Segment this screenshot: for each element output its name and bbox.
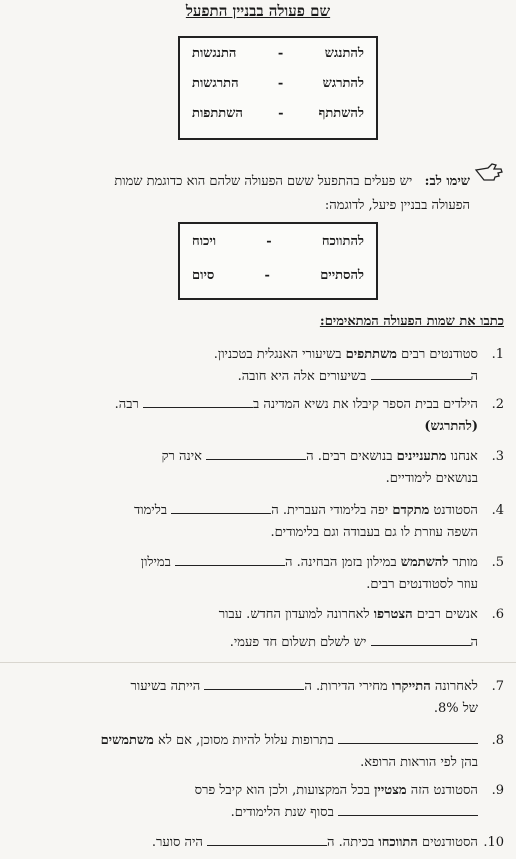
- page-title: שם פעולה בבניין התפעל: [185, 2, 331, 20]
- question-7: 7. לאחרונה התייקרו מחירי הדירות. ה הייתה בשיעור של 8%.: [130, 679, 504, 716]
- example-row: להשתתף - השתתפות: [192, 105, 364, 121]
- answer-blank[interactable]: [206, 447, 306, 460]
- paper-fold: [0, 662, 516, 663]
- question-8: 8. בתרופות עלול להיות מסוכן, אם לא משתמשים בהן לפי הוראות הרופא.: [100, 733, 504, 770]
- answer-blank[interactable]: [204, 677, 304, 690]
- noun: סיום: [192, 268, 215, 283]
- example-row: להתווכח - ויכוח: [192, 233, 364, 249]
- answer-blank[interactable]: [143, 395, 253, 408]
- noun: התנגשות: [192, 46, 237, 61]
- verb: להתווכח: [321, 234, 364, 249]
- note-line-1: שימו לב: יש פעלים בהתפעל ששם הפעולה שלהם הוא כדוגמת שמות: [114, 174, 470, 189]
- question-10: 10. הסטודנטים התווכחו בכיתה. ה היה סוער.: [151, 835, 504, 850]
- verb: להתרגש: [322, 76, 364, 91]
- verb: להסתיים: [320, 268, 364, 283]
- answer-blank[interactable]: [175, 553, 285, 566]
- example-row: להתנגש - התנגשות: [192, 45, 364, 61]
- note-label: שימו לב:: [424, 174, 470, 189]
- answer-blank[interactable]: [207, 833, 327, 846]
- noun: ויכוח: [192, 234, 217, 249]
- question-4: 4. הסטודנט מתקדם יפה בלימודי העברית. ה בלימוד השפה עוזרת לו גם בעבודה וגם בלימודים.: [134, 503, 504, 540]
- question-5: 5. מותר להשתמש במילון בזמן הבחינה. ה במילון עוזר לסטודנטים רבים.: [140, 555, 504, 592]
- noun: התרגשות: [192, 76, 239, 91]
- question-2: 2. הילדים בבית הספר קיבלו את נשיא המדינה ב רבה. (להתרגש): [114, 397, 504, 434]
- question-9: 9. הסטודנט הזה מצטיין בכל המקצועות, ולכן הוא קיבל פרס בסוף שנת הלימודים.: [194, 783, 504, 820]
- exercise-title: כתבו את שמות הפעולה המתאימים:: [319, 314, 504, 329]
- note-line-2: הפעולה בבניין פיעל, לדוגמה:: [324, 198, 470, 213]
- noun: השתתפות: [192, 106, 243, 121]
- example-row: להתרגש - התרגשות: [192, 75, 364, 91]
- example-box-1: [178, 36, 378, 140]
- verb: להתנגש: [324, 46, 364, 61]
- example-row: להסתיים - סיום: [192, 267, 364, 283]
- question-3: 3. אנחנו מתעניינים בנושאים רבים. ה אינה רק בנושאים לימודיים.: [161, 449, 504, 486]
- pointing-hand-icon: [474, 160, 504, 182]
- question-1: 1. סטודנטים רבים משתתפים בשיעורי האנגלית בטכניון. ה בשיעורים אלה היא חובה.: [213, 347, 504, 384]
- answer-blank[interactable]: [338, 731, 478, 744]
- answer-blank[interactable]: [338, 803, 478, 816]
- answer-blank[interactable]: [371, 633, 471, 646]
- question-6: 6. אנשים רבים הצטרפו לאחרונה למועדון החדש. עבור ה יש לשלם תשלום חד פעמי.: [218, 607, 504, 650]
- answer-blank[interactable]: [371, 367, 471, 380]
- example-box-2: [178, 222, 378, 300]
- answer-blank[interactable]: [171, 501, 271, 514]
- verb: להשתתף: [318, 106, 364, 121]
